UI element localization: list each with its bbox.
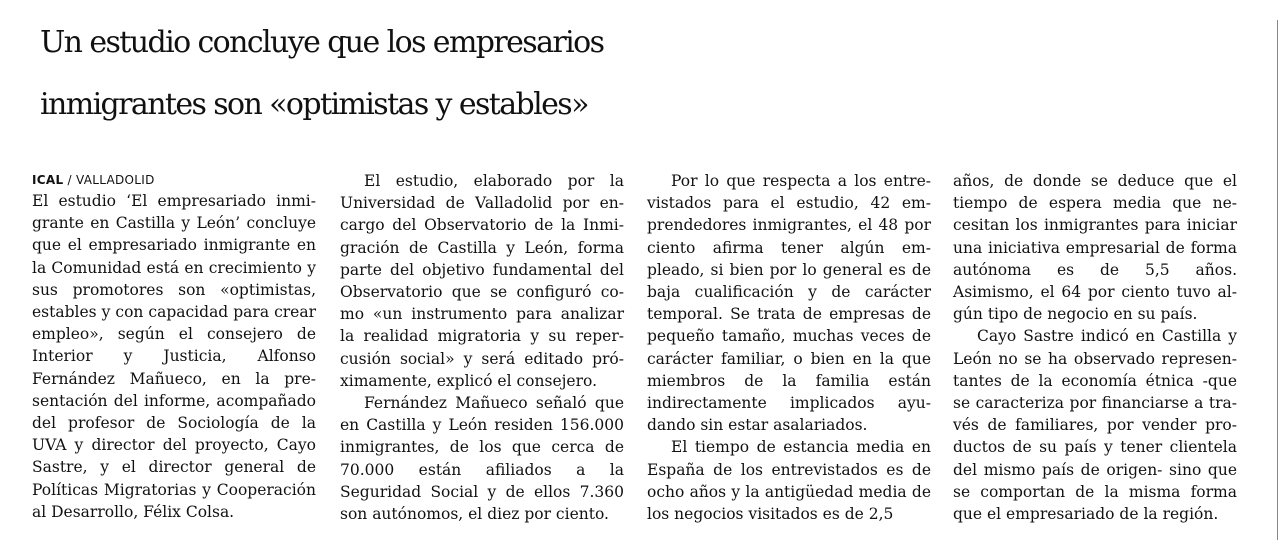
headline [40,12,1260,136]
article-paragraph: El estudio ‘El empresariado inmigrante en Castilla y León’ concluye que el empresariado inmigrante en la Comunidad está en crecimiento y sus promotores son «optimistas, estables y con capacidad para crear empleo», según el consejero de Interior y Justicia, Alfonso Fernández Mañueco, en la presentación del informe, acompañado del profesor de Sociología de la UVA y director del proyecto, Cayo Sastre, y el director general de Políticas Migratorias y Cooperación al Desarrollo, Félix Colsa. [32,192,316,521]
article-paragraph: Fernández Mañueco señaló que en Castilla y León residen 156.000 inmigrantes, de los que cerca de 70.000 están afiliados a la Seguridad Social y de ellos 7.360 son autónomos, el diez por ciento. [340,394,624,524]
article-paragraph: Por lo que respecta a los entrevistados para el estudio, 42 emprendedores inmigrantes, el 48 por ciento afirma tener algún empleado, si bien por lo general es de baja cualificación y de carácter temporal. Se trata de empresas de pequeño tamaño, muchas veces de carácter familiar, o bien en la que miembros de la familia están indirectamente implicados ayudando sin estar asalariados. [647,172,931,435]
byline-location: VALLADOLID [75,173,155,187]
article-paragraph: El tiempo de estancia media en España de los entrevistados es de ocho años y la antigüedad media de los negocios visitados es de 2,5 [647,438,931,524]
article-column-1 [32,170,316,523]
byline-agency: ICAL [32,173,64,187]
byline [32,170,316,190]
article-column-4 [953,170,1237,525]
byline-separator: / [63,173,76,187]
headline-line-1: Un estudio concluye que los empresarios [40,25,604,60]
article-paragraph: El estudio, elaborado por la Universidad de Valladolid por encargo del Observatorio de la Inmigración de Castilla y León, forma parte del objetivo fundamental del Observatorio que se configuró como «un instrumento para analizar la realidad migratoria y su repercusión social» y será editado próximamente, explicó el consejero. [340,172,624,390]
page-edge-rule [1277,20,1284,540]
article-paragraph: años, de donde se deduce que el tiempo de espera media que necesitan los inmigrantes para iniciar una iniciativa empresarial de forma autónoma es de 5,5 años. Asimismo, el 64 por ciento tuvo algún tipo de negocio en su país. [953,172,1237,324]
article-paragraph: Cayo Sastre indicó en Castilla y León no se ha observado representantes de la economía étnica -que se caracteriza por financiarse a través de familiares, por vender productos de su país y tener clientela del mismo país de origen- sino que se comportan de la misma forma que el empresariado de la región. [953,327,1237,524]
headline-line-2: inmigrantes son «optimistas y estables» [40,87,588,122]
article-column-2 [340,170,624,525]
article-column-3 [647,170,931,525]
